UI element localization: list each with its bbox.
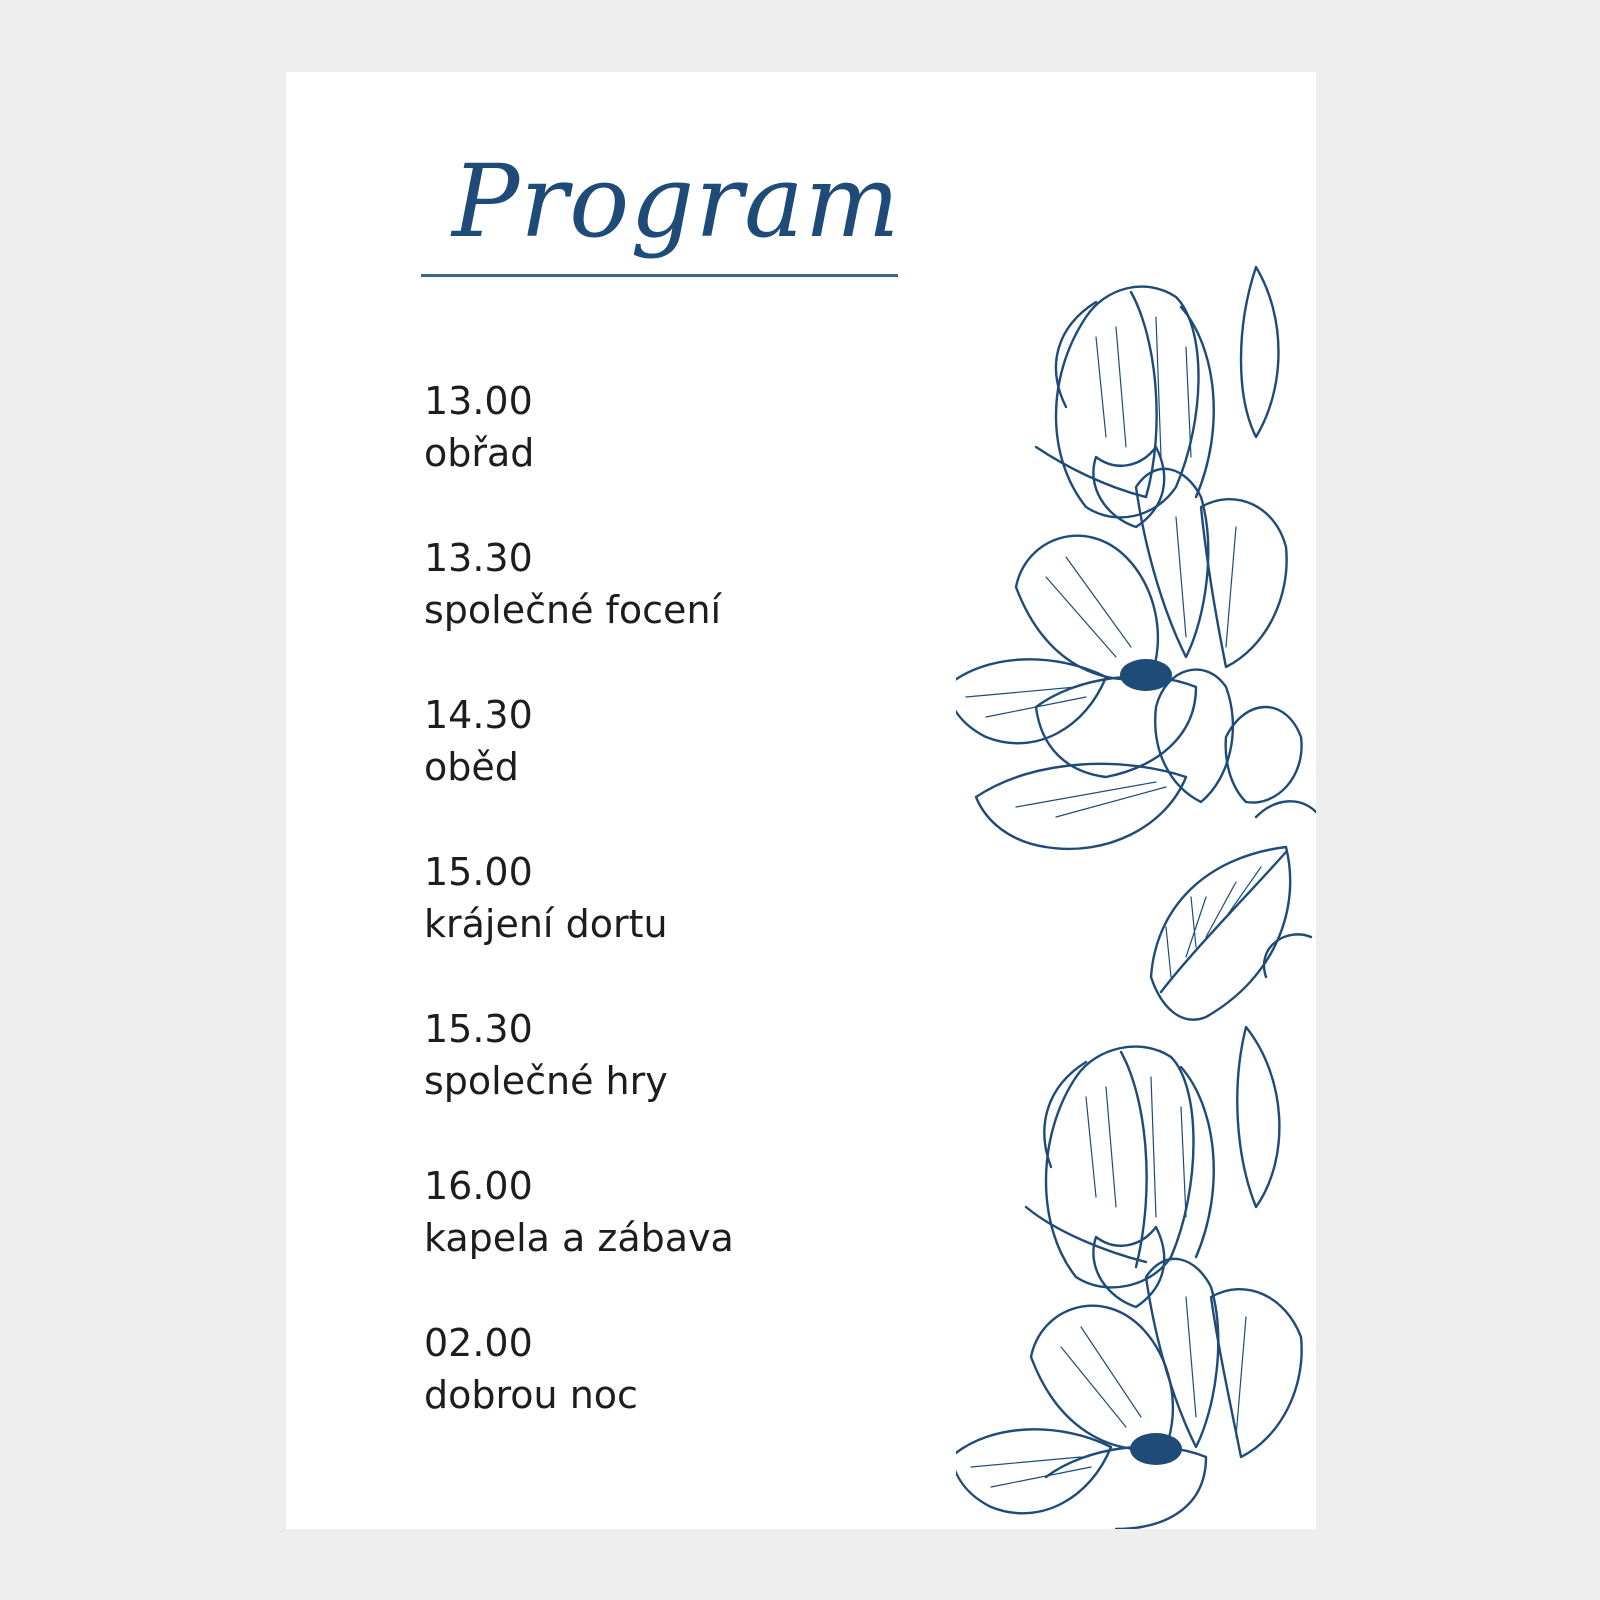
magnolia-bud-top	[1036, 267, 1279, 527]
schedule-item	[424, 846, 734, 1003]
schedule-label: kapela a zábava	[424, 1216, 734, 1260]
schedule-label: oběd	[424, 745, 519, 789]
magnolia-leaf	[1151, 847, 1311, 1020]
schedule-list	[424, 375, 734, 1474]
schedule-time: 02.00	[424, 1321, 533, 1365]
schedule-item	[424, 532, 734, 689]
magnolia-flower-bottom	[956, 1259, 1302, 1529]
schedule-label: krájení dortu	[424, 902, 668, 946]
schedule-time: 16.00	[424, 1164, 533, 1208]
schedule-time: 13.00	[424, 379, 533, 423]
magnolia-bud-lower	[1026, 1027, 1279, 1307]
schedule-item	[424, 689, 734, 846]
schedule-item	[424, 1160, 734, 1317]
schedule-time: 15.00	[424, 850, 533, 894]
schedule-label: dobrou noc	[424, 1373, 638, 1417]
page-title: Program	[452, 143, 901, 260]
schedule-item	[424, 1317, 734, 1474]
schedule-time: 15.30	[424, 1007, 533, 1051]
magnolia-floral-illustration	[956, 257, 1316, 1529]
program-card	[286, 72, 1316, 1529]
schedule-item	[424, 1003, 734, 1160]
title-divider	[421, 274, 898, 277]
schedule-time: 13.30	[424, 536, 533, 580]
schedule-label: společné focení	[424, 588, 722, 632]
schedule-time: 14.30	[424, 693, 533, 737]
schedule-label: obřad	[424, 431, 535, 475]
schedule-label: společné hry	[424, 1059, 668, 1103]
schedule-item	[424, 375, 734, 532]
